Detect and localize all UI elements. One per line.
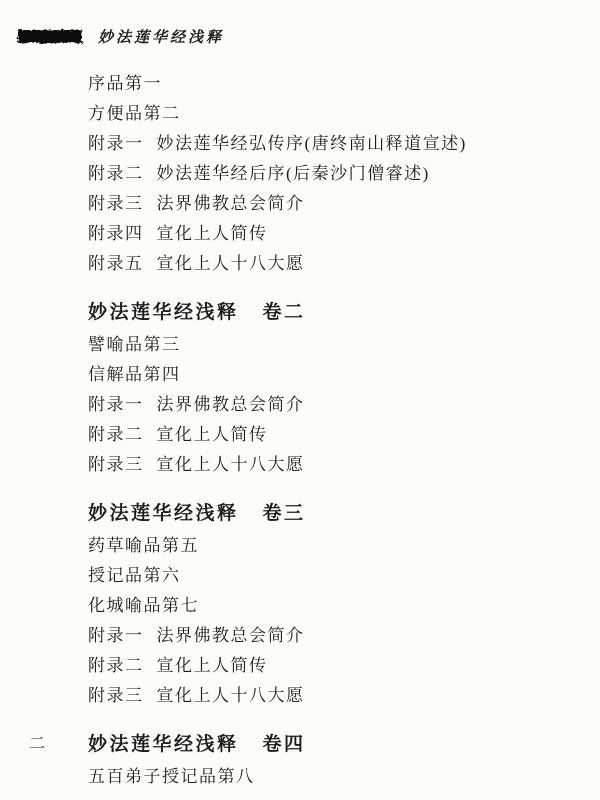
- toc-entry: [88, 678, 584, 708]
- toc-entry: [88, 66, 584, 96]
- toc-entry-appendix-label: 附录三: [88, 685, 144, 705]
- toc-entry-title: 譬喻品第三: [88, 334, 181, 354]
- volume-heading: [29, 725, 584, 759]
- toc-entry: [88, 246, 584, 276]
- toc-entry: [88, 618, 584, 648]
- toc-entry-title: 宣化上人简传: [156, 655, 268, 675]
- toc-entry: [88, 528, 584, 558]
- toc-entry: [88, 186, 584, 216]
- volume-heading-number: 卷四: [262, 733, 306, 755]
- toc-entry-title: 宣化上人简传: [156, 424, 268, 444]
- volume-heading-number: 卷二: [262, 301, 306, 323]
- toc-entry-title: 法界佛教总会简介: [156, 394, 305, 414]
- toc-entry-title: 宣化上人十八大愿: [156, 454, 305, 474]
- volume-heading-title: 妙法莲华经浅释: [88, 301, 239, 323]
- toc-entry-title: 宣化上人十八大愿: [156, 685, 305, 705]
- toc-entry: [88, 327, 584, 357]
- toc-entry-title: 法界佛教总会简介: [156, 193, 305, 213]
- toc-entry-title: 宣化上人简传: [156, 223, 268, 243]
- toc-entry-title: 法界佛教总会简介: [156, 625, 305, 645]
- volume-heading-number: 卷三: [262, 502, 306, 524]
- toc-entry: [88, 588, 584, 618]
- toc-entry-title: 序品第一: [88, 73, 162, 93]
- volume-heading-title: 妙法莲华经浅释: [88, 502, 239, 524]
- margin-page-number: 二: [29, 735, 46, 753]
- toc-entry-title: 授记品第六: [88, 565, 181, 585]
- toc-entry-appendix-label: 附录三: [88, 193, 144, 213]
- toc-entry: [88, 387, 584, 417]
- toc-section: [29, 725, 584, 789]
- toc-entry: [88, 447, 584, 477]
- toc-entry-appendix-label: 附录五: [88, 253, 144, 273]
- toc-entry-appendix-label: 附录一: [88, 394, 144, 414]
- toc-entry-title: 妙法莲华经弘传序(唐终南山释道宣述): [156, 133, 467, 153]
- running-title: 妙法莲华经浅释: [98, 30, 225, 46]
- toc-entry-title: 方便品第二: [88, 103, 181, 123]
- toc-entry: [88, 96, 584, 126]
- toc-entry: [88, 126, 584, 156]
- toc-entry: [88, 759, 584, 789]
- toc-section: [88, 66, 584, 276]
- toc-entry-title: 信解品第四: [88, 364, 181, 384]
- volume-heading-title: 妙法莲华经浅释: [88, 733, 239, 755]
- toc-entry-appendix-label: 附录四: [88, 223, 144, 243]
- toc-entry: [88, 417, 584, 447]
- toc-entry-appendix-label: 附录三: [88, 454, 144, 474]
- volume-heading: [88, 494, 584, 528]
- toc-entry-title: 药草喻品第五: [88, 535, 199, 555]
- toc-entry: [88, 558, 584, 588]
- page-header: [15, 26, 224, 47]
- toc-section: [88, 293, 584, 477]
- toc-entry-appendix-label: 附录二: [88, 424, 144, 444]
- volume-heading: [88, 293, 584, 327]
- toc-entry-title: 妙法莲华经后序(后秦沙门僧睿述): [156, 163, 430, 183]
- toc-section: [88, 494, 584, 708]
- toc-entry: [88, 648, 584, 678]
- toc-entry-appendix-label: 附录二: [88, 655, 144, 675]
- toc-entry-appendix-label: 附录二: [88, 163, 144, 183]
- toc-entry-title: 宣化上人十八大愿: [156, 253, 305, 273]
- table-of-contents: [29, 66, 584, 789]
- toc-entry-title: 化城喻品第七: [88, 595, 199, 615]
- toc-entry: [88, 357, 584, 387]
- toc-entry-title: 五百弟子授记品第八: [88, 766, 255, 786]
- toc-entry-appendix-label: 附录一: [88, 133, 144, 153]
- redaction-bar-icon: [15, 27, 85, 46]
- toc-entry: [88, 156, 584, 186]
- toc-entry: [88, 216, 584, 246]
- toc-entry-appendix-label: 附录一: [88, 625, 144, 645]
